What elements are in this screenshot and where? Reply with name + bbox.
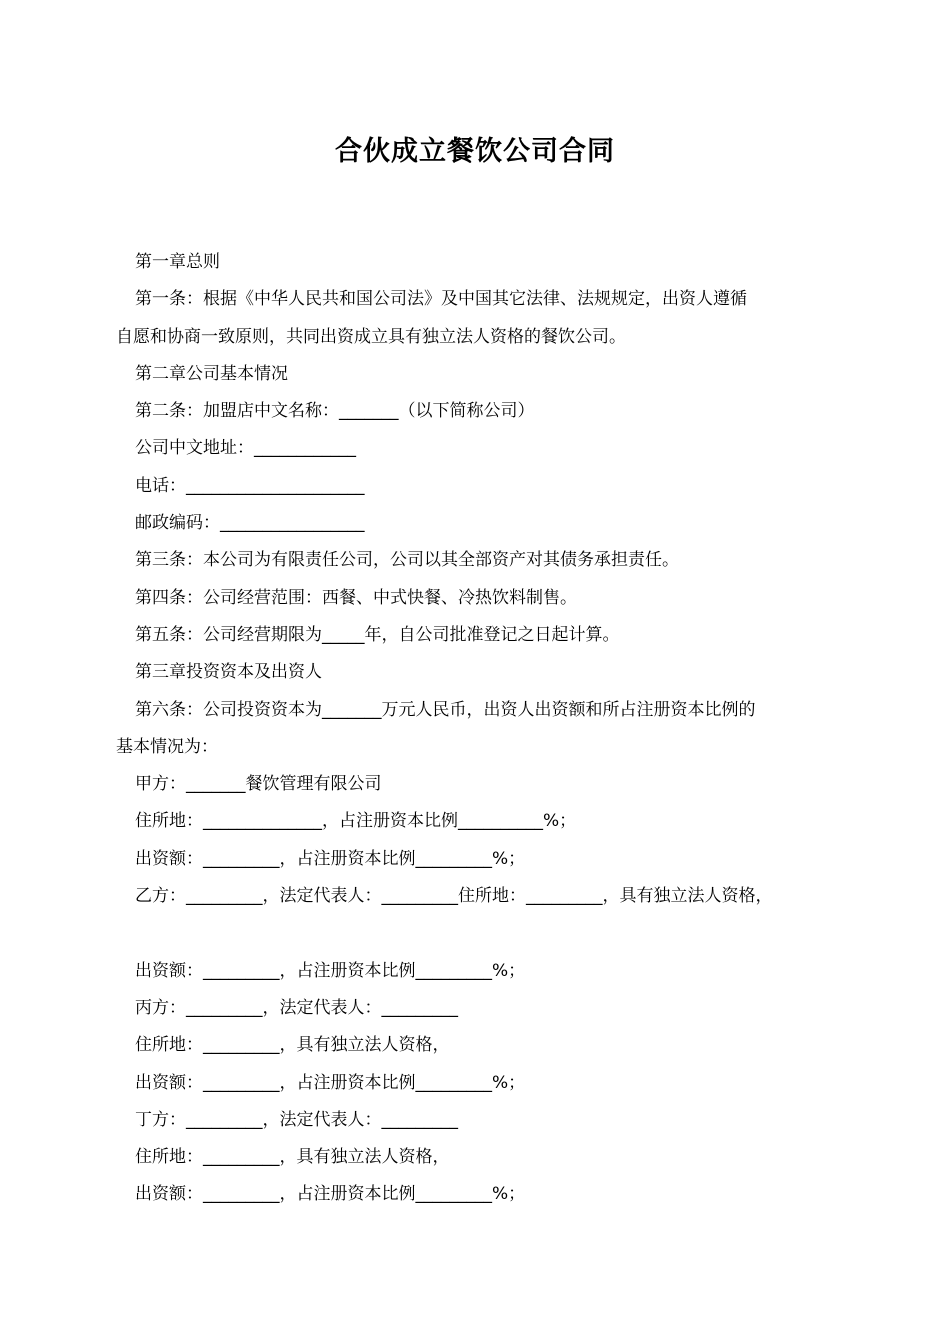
form-field-line: 住所地：_________，具有独立法人资格，: [135, 1035, 450, 1056]
form-field-line: 电话：_____________________: [135, 475, 365, 496]
chapter-heading: 第三章投资资本及出资人: [135, 662, 322, 683]
form-field-line: 出资额：_________，占注册资本比例_________%；: [135, 848, 526, 869]
article-line: 第二条：加盟店中文名称：_______（以下简称公司）: [135, 401, 535, 422]
article-continuation: 自愿和协商一致原则，共同出资成立具有独立法人资格的餐饮公司。: [116, 326, 626, 347]
form-field-line: 邮政编码：_________________: [135, 513, 365, 534]
article-line: 第三条：本公司为有限责任公司，公司以其全部资产对其债务承担责任。: [135, 550, 679, 571]
article-line: 第四条：公司经营范围：西餐、中式快餐、冷热饮料制售。: [135, 587, 577, 608]
party-line: 乙方：_________，法定代表人：_________住所地：_________，具有独立法人资格，: [135, 886, 773, 907]
article-line: 第一条：根据《中华人民共和国公司法》及中国其它法律、法规规定，出资人遵循: [135, 289, 747, 310]
form-field-line: 出资额：_________，占注册资本比例_________%；: [135, 960, 526, 981]
chapter-heading: 第一章总则: [135, 252, 220, 272]
article-line: 第六条：公司投资资本为_______万元人民币，出资人出资额和所占注册资本比例的: [135, 699, 756, 720]
party-line: 丙方：_________，法定代表人：_________: [135, 997, 458, 1018]
document-body: [116, 244, 846, 1214]
chapter-heading: 第二章公司基本情况: [135, 363, 288, 384]
article-line: 第五条：公司经营期限为_____年，自公司批准登记之日起计算。: [135, 624, 620, 645]
blank-row: [116, 915, 846, 952]
party-line: 丁方：_________，法定代表人：_________: [135, 1109, 458, 1130]
form-field-line: 出资额：_________，占注册资本比例_________%；: [135, 1072, 526, 1093]
form-field-line: 出资额：_________，占注册资本比例_________%；: [135, 1184, 526, 1205]
form-field-line: 住所地：_________，具有独立法人资格，: [135, 1147, 450, 1168]
form-field-line: 公司中文地址：____________: [135, 438, 356, 459]
party-line: 甲方：_______餐饮管理有限公司: [135, 774, 382, 795]
document-title: 合伙成立餐饮公司合同: [335, 136, 615, 167]
form-field-line: 住所地：______________，占注册资本比例__________%；: [135, 811, 577, 832]
article-continuation: 基本情况为：: [116, 736, 218, 757]
